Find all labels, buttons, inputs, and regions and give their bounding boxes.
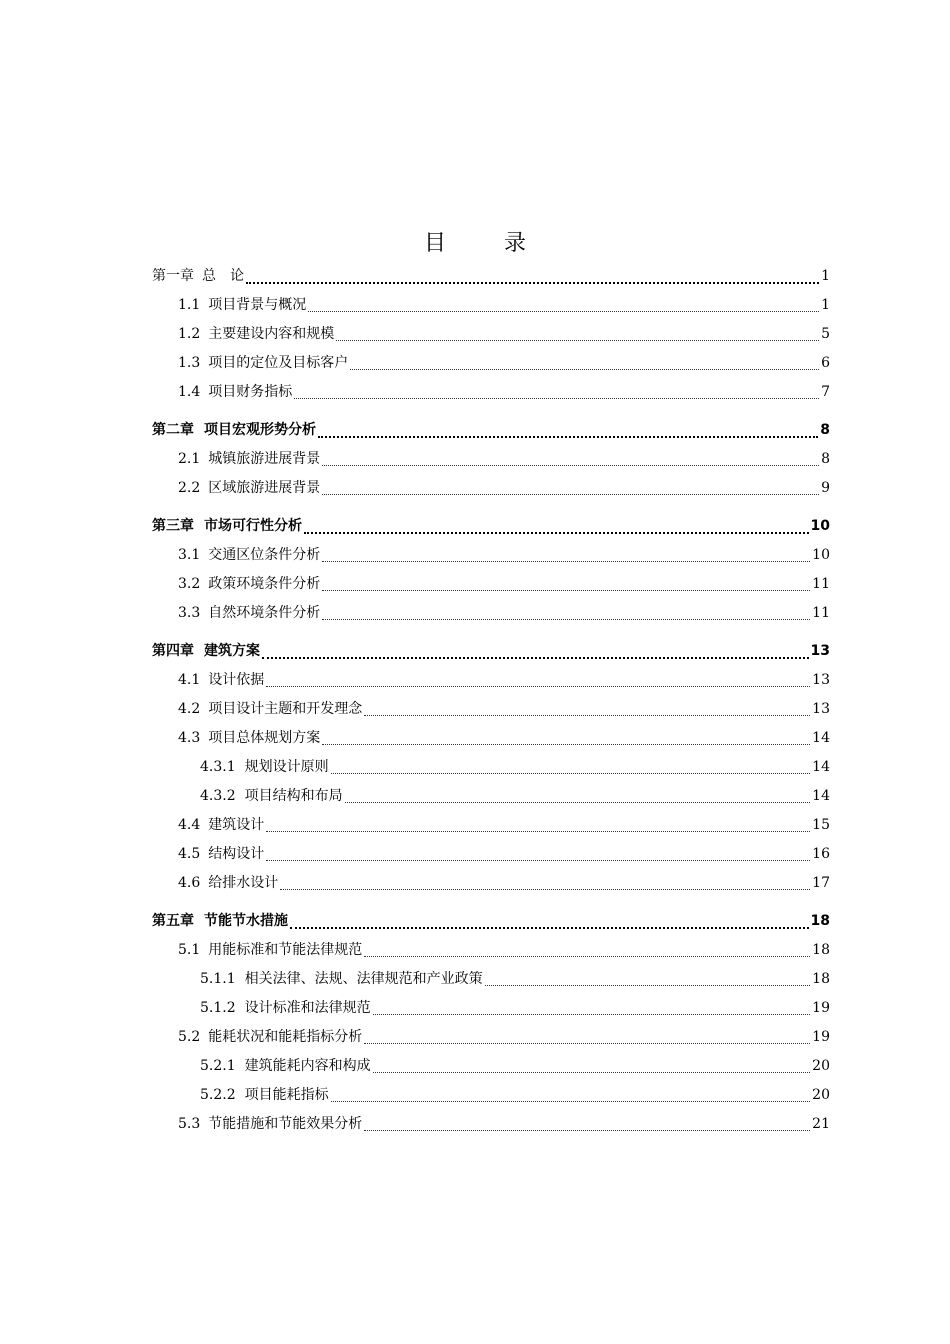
- toc-entry-page-number: 20: [812, 1058, 830, 1074]
- toc-entry-number: 5.3: [178, 1116, 201, 1132]
- toc-entry-number: 4.1: [178, 672, 201, 688]
- toc-section-entry[interactable]: [152, 782, 830, 811]
- toc-entry-label: 能耗状况和能耗指标分析: [208, 1029, 363, 1045]
- toc-entry-label: 项目结构和布局: [244, 788, 343, 804]
- toc-section-entry[interactable]: [152, 695, 830, 724]
- toc-entry-page-number: 14: [812, 730, 830, 746]
- dot-leader: [364, 715, 810, 716]
- dot-leader: [322, 590, 810, 591]
- page-title: [0, 226, 950, 257]
- toc-entry-label: 项目背景与概况: [208, 297, 307, 313]
- toc-entry-page-number: 19: [812, 1029, 830, 1045]
- toc-entry-page-number: 5: [821, 326, 830, 342]
- toc-entry-page-number: 1: [821, 268, 830, 284]
- toc-entry-label: 政策环境条件分析: [208, 576, 321, 592]
- toc-entry-label: 建筑设计: [208, 817, 265, 833]
- dot-leader: [345, 802, 811, 803]
- dot-leader: [364, 956, 810, 957]
- toc-entry-label: 设计依据: [208, 672, 265, 688]
- toc-section-entry[interactable]: [152, 349, 830, 378]
- toc-section-entry[interactable]: [152, 666, 830, 695]
- toc-entry-label: 主要建设内容和规模: [208, 326, 335, 342]
- toc-section-entry[interactable]: [152, 570, 830, 599]
- toc-section-entry[interactable]: [152, 869, 830, 898]
- dot-leader: [322, 744, 810, 745]
- toc-entry-page-number: 11: [812, 605, 830, 621]
- dot-leader: [304, 532, 809, 534]
- dot-leader: [336, 340, 819, 341]
- toc-entry-label: 节能节水措施: [204, 913, 288, 929]
- dot-leader: [364, 1043, 810, 1044]
- toc-section-entry[interactable]: [152, 724, 830, 753]
- toc-entry-page-number: 1: [821, 297, 830, 313]
- toc-entry-number: 1.2: [178, 326, 201, 342]
- toc-entry-label: 用能标准和节能法律规范: [208, 942, 363, 958]
- dot-leader: [373, 1014, 811, 1015]
- toc-chapter-entry[interactable]: [152, 512, 830, 541]
- toc-entry-page-number: 20: [812, 1087, 830, 1103]
- toc-entry-number: 4.6: [178, 875, 201, 891]
- toc-entry-page-number: 10: [810, 518, 830, 534]
- toc-entry-page-number: 16: [812, 846, 830, 862]
- toc-section-entry[interactable]: [152, 1081, 830, 1110]
- toc-entry-page-number: 10: [812, 547, 830, 563]
- dot-leader: [364, 1130, 810, 1131]
- toc-entry-number: 4.3.2: [200, 788, 236, 804]
- toc-section-entry[interactable]: [152, 1023, 830, 1052]
- toc-entry-number: 4.4: [178, 817, 201, 833]
- toc-chapter-entry[interactable]: [152, 637, 830, 666]
- toc-section-entry[interactable]: [152, 840, 830, 869]
- toc-entry-label: 项目财务指标: [208, 384, 293, 400]
- toc-entry-number: 5.2: [178, 1029, 201, 1045]
- toc-entry-label: 项目总体规划方案: [208, 730, 321, 746]
- dot-leader: [262, 657, 809, 659]
- dot-leader: [308, 311, 819, 312]
- toc-entry-number: 4.3: [178, 730, 201, 746]
- dot-leader: [331, 1101, 811, 1102]
- dot-leader: [322, 494, 819, 495]
- dot-leader: [246, 282, 819, 284]
- toc-section-entry[interactable]: [152, 965, 830, 994]
- toc-entry-number: 2.2: [178, 480, 201, 496]
- toc-entry-number: 1.4: [178, 384, 201, 400]
- toc-entry-page-number: 8: [820, 422, 830, 438]
- title-char-left: 目: [423, 231, 446, 256]
- toc-entry-number: 4.3.1: [200, 759, 236, 775]
- toc-entry-page-number: 21: [812, 1116, 830, 1132]
- toc-entry-number: 4.2: [178, 701, 201, 717]
- toc-entry-number: 第五章: [152, 913, 194, 929]
- toc-section-entry[interactable]: [152, 320, 830, 349]
- dot-leader: [294, 398, 819, 399]
- toc-section-entry[interactable]: [152, 378, 830, 407]
- toc-entry-page-number: 9: [821, 480, 830, 496]
- toc-entry-page-number: 13: [812, 701, 830, 717]
- toc-entry-number: 5.2.1: [200, 1058, 236, 1074]
- dot-leader: [318, 436, 818, 438]
- toc-entry-label: 交通区位条件分析: [208, 547, 321, 563]
- toc-entry-label: 设计标准和法律规范: [244, 1000, 371, 1016]
- toc-section-entry[interactable]: [152, 541, 830, 570]
- toc-section-entry[interactable]: [152, 936, 830, 965]
- toc-entry-page-number: 7: [821, 384, 830, 400]
- toc-entry-label: 项目设计主题和开发理念: [208, 701, 363, 717]
- dot-leader: [485, 985, 811, 986]
- toc-section-entry[interactable]: [152, 753, 830, 782]
- toc-section-entry[interactable]: [152, 474, 830, 503]
- toc-entry-number: 3.3: [178, 605, 201, 621]
- dot-leader: [322, 561, 810, 562]
- toc-section-entry[interactable]: [152, 994, 830, 1023]
- dot-leader: [266, 860, 810, 861]
- toc-section-entry[interactable]: [152, 291, 830, 320]
- toc-entry-number: 1.3: [178, 355, 201, 371]
- toc-entry-label: 建筑能耗内容和构成: [244, 1058, 371, 1074]
- dot-leader: [266, 686, 810, 687]
- toc-entry-number: 3.2: [178, 576, 201, 592]
- toc-entry-number: 第三章: [152, 518, 194, 534]
- toc-entry-number: 2.1: [178, 451, 201, 467]
- toc-entry-label: 项目能耗指标: [244, 1087, 329, 1103]
- toc-entry-number: 5.1.2: [200, 1000, 236, 1016]
- toc-entry-page-number: 8: [821, 451, 830, 467]
- toc-entry-page-number: 13: [810, 643, 830, 659]
- toc-entry-page-number: 18: [812, 971, 830, 987]
- toc-section-entry[interactable]: [152, 599, 830, 628]
- toc-entry-page-number: 14: [812, 759, 830, 775]
- toc-entry-label: 建筑方案: [204, 643, 260, 659]
- toc-entry-page-number: 19: [812, 1000, 830, 1016]
- dot-leader: [280, 889, 810, 890]
- toc-entry-page-number: 14: [812, 788, 830, 804]
- toc-entry-label: 相关法律、法规、法律规范和产业政策: [244, 971, 483, 987]
- dot-leader: [290, 927, 809, 929]
- toc-entry-label: 规划设计原则: [244, 759, 329, 775]
- toc-entry-label: 项目宏观形势分析: [204, 422, 316, 438]
- toc-entry-number: 第二章: [152, 422, 194, 438]
- title-char-right: 录: [504, 231, 527, 256]
- toc-entry-number: 5.1: [178, 942, 201, 958]
- toc-entry-page-number: 15: [812, 817, 830, 833]
- toc-section-entry[interactable]: [152, 1110, 830, 1139]
- dot-leader: [322, 465, 819, 466]
- dot-leader: [331, 773, 811, 774]
- toc-entry-page-number: 18: [810, 913, 830, 929]
- toc-entry-number: 5.2.2: [200, 1087, 236, 1103]
- toc-entry-number: 4.5: [178, 846, 201, 862]
- toc-entry-number: 1.1: [178, 297, 201, 313]
- toc-chapter-entry[interactable]: [152, 262, 830, 291]
- toc-section-entry[interactable]: [152, 1052, 830, 1081]
- toc-entry-number: 5.1.1: [200, 971, 236, 987]
- toc-chapter-entry[interactable]: [152, 907, 830, 936]
- toc-section-entry[interactable]: [152, 445, 830, 474]
- toc-chapter-entry[interactable]: [152, 416, 830, 445]
- toc-entry-page-number: 13: [812, 672, 830, 688]
- toc-entry-label: 城镇旅游进展背景: [208, 451, 321, 467]
- toc-entry-page-number: 17: [812, 875, 830, 891]
- toc-entry-label: 项目的定位及目标客户: [208, 355, 349, 371]
- toc-entry-number: 3.1: [178, 547, 201, 563]
- toc-entry-label: 节能措施和节能效果分析: [208, 1116, 363, 1132]
- toc-entry-label: 给排水设计: [208, 875, 279, 891]
- dot-leader: [373, 1072, 811, 1073]
- toc-entry-number: 第四章: [152, 643, 194, 659]
- dot-leader: [350, 369, 819, 370]
- toc-entry-label: 结构设计: [208, 846, 265, 862]
- toc-entry-label: 自然环境条件分析: [208, 605, 321, 621]
- toc-entry-label: 区域旅游进展背景: [208, 480, 321, 496]
- toc-entry-label: 市场可行性分析: [204, 518, 302, 534]
- table-of-contents: [152, 262, 830, 1139]
- toc-entry-number: 第一章: [152, 268, 194, 284]
- dot-leader: [322, 619, 810, 620]
- toc-section-entry[interactable]: [152, 811, 830, 840]
- toc-entry-page-number: 11: [812, 576, 830, 592]
- toc-entry-page-number: 6: [821, 355, 830, 371]
- toc-entry-label: 总 论: [202, 268, 244, 284]
- toc-entry-page-number: 18: [812, 942, 830, 958]
- dot-leader: [266, 831, 810, 832]
